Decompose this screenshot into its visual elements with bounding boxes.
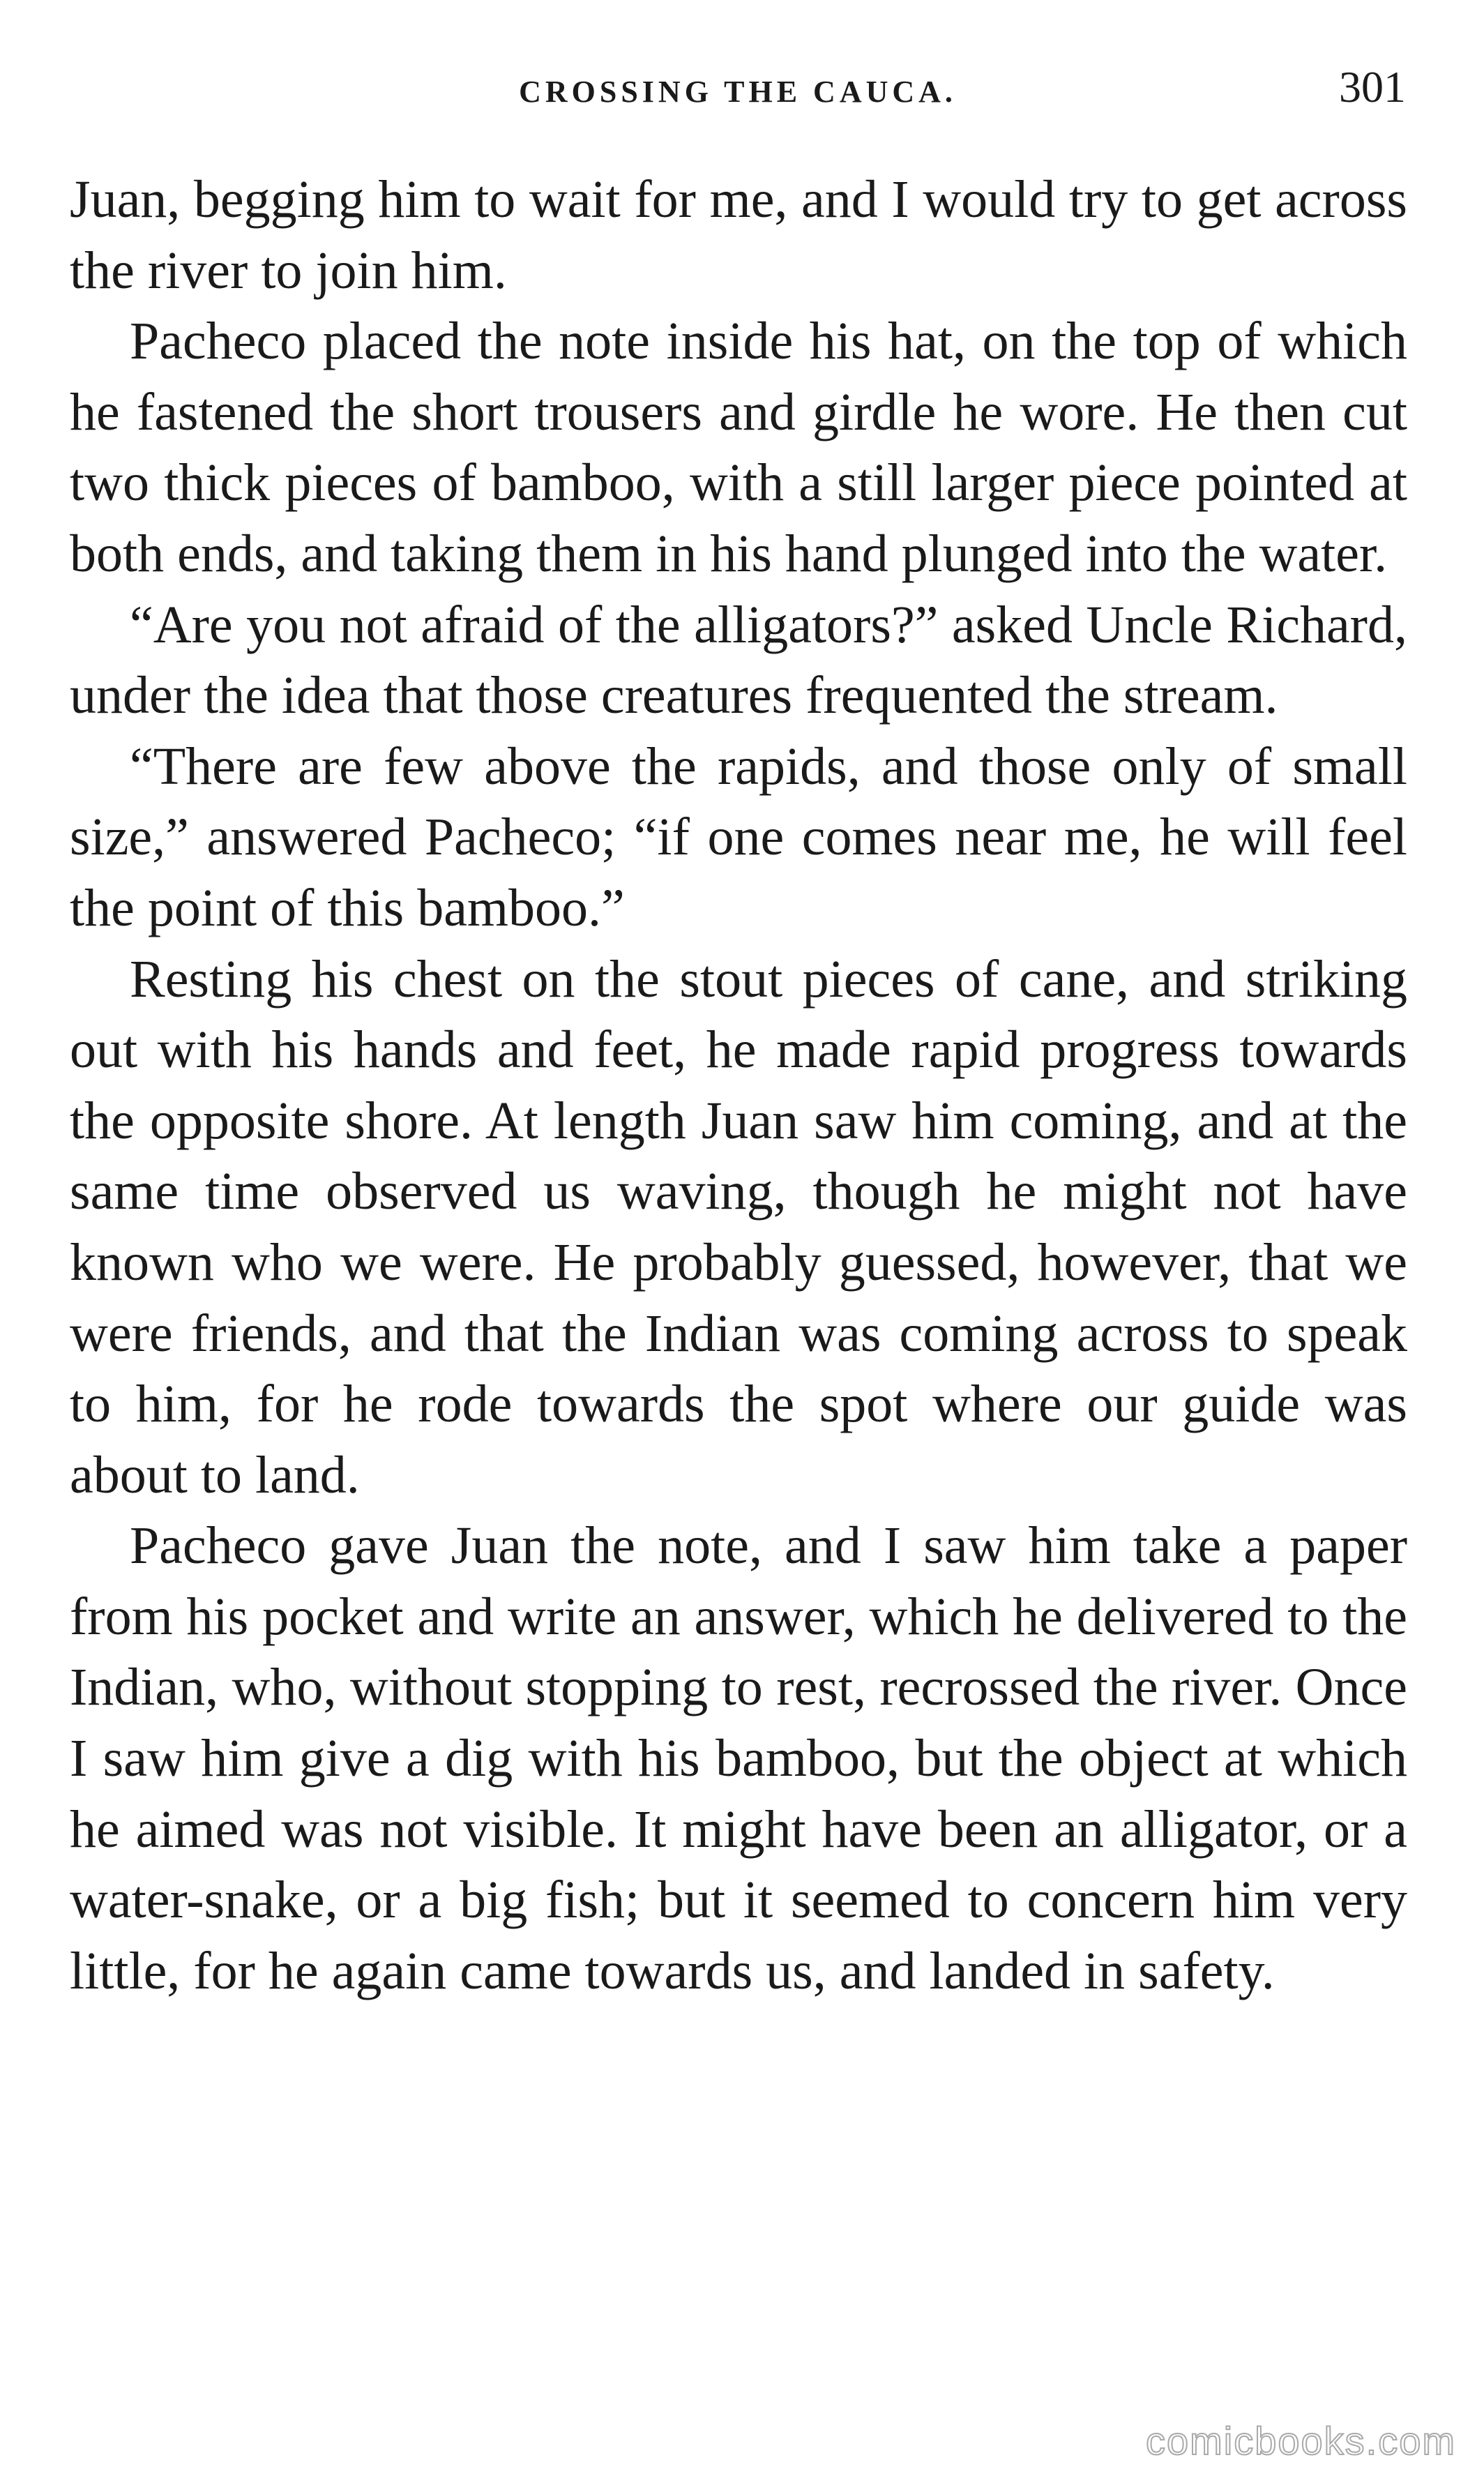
watermark: comicbooks.com [1145,2419,1456,2463]
paragraph-4: “There are few above the rapids, and those only of small size,” answered Pacheco; “if one comes near me, he will feel the point of this bamboo.” [70,737,1407,937]
body-text [70,165,1407,2007]
paragraph-6: Pacheco gave Juan the note, and I saw him take a paper from his pocket and write an answer, which he delivered to the Indian, who, without stopping to rest, recrossed the river. Once I saw him give a dig with his bamboo, but the object at which he aimed was not visible. It might have been an alligator, or a water-snake, or a big fish; but it seemed to concern him very little, for he again came towards us, and landed in safety. [70,1516,1407,2000]
paragraph-5: Resting his chest on the stout pieces of cane, and striking out with his hands and feet, he made rapid progress towards the opposite shore. At length Juan saw him coming, and at the same time observed us waving, though he might not have known who we were. He probably guessed, however, that we were friends, and that the Indian was coming across to speak to him, for he rode towards the spot where our guide was about to land. [70,949,1407,1504]
paragraph-2: Pacheco placed the note inside his hat, on the top of which he fastened the short trousers and girdle he wore. He then cut two thick pieces of bamboo, with a still larger piece pointed at both ends, and taking them in his hand plunged into the water. [70,312,1407,583]
paragraph-3: “Are you not afraid of the alligators?” asked Uncle Richard, under the idea that those creatures frequented the stream. [70,595,1407,725]
running-head [70,61,1406,124]
page-number: 301 [1339,62,1406,112]
paragraph-1: Juan, begging him to wait for me, and I would try to get across the river to join him. [70,170,1407,300]
running-title: CROSSING THE CAUCA. [519,75,957,109]
